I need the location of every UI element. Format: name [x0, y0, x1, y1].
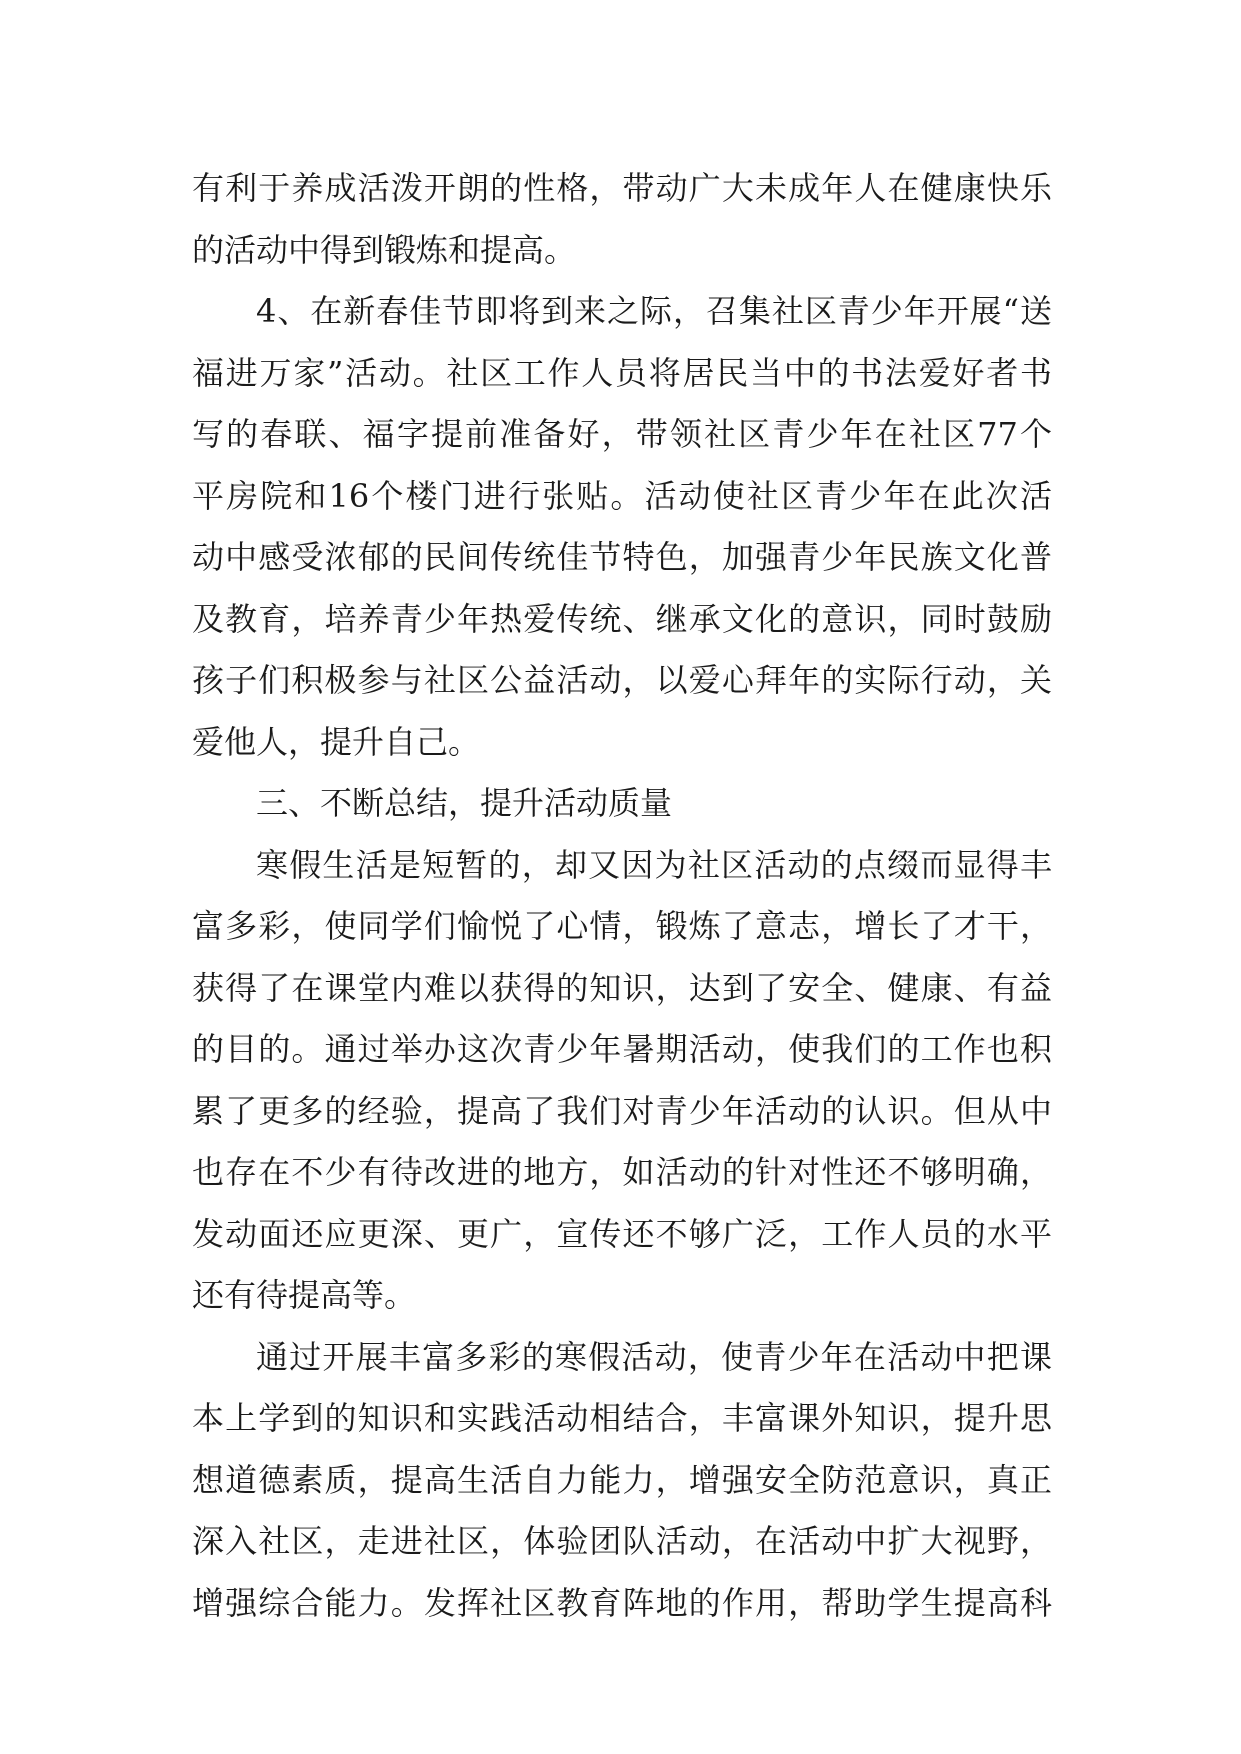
text-line: 深入社区，走进社区，体验团队活动，在活动中扩大视野，	[192, 1522, 1052, 1560]
text-line: 动中感受浓郁的民间传统佳节特色，加强青少年民族文化普	[192, 538, 1052, 576]
text-line: 的目的。通过举办这次青少年暑期活动，使我们的工作也积	[192, 1030, 1052, 1068]
text-line: 福进万家”活动。社区工作人员将居民当中的书法爱好者书	[192, 353, 1052, 392]
text-line: 通过开展丰富多彩的寒假活动，使青少年在活动中把课	[256, 1337, 1052, 1376]
text-line: 有利于养成活泼开朗的性格，带动广大未成年人在健康快乐	[192, 169, 1052, 207]
text-line: 本上学到的知识和实践活动相结合，丰富课外知识，提升思	[192, 1399, 1052, 1437]
text-line: 爱他人，提升自己。	[192, 722, 481, 761]
text-line: 累了更多的经验，提高了我们对青少年活动的认识。但从中	[192, 1091, 1052, 1130]
text-line: 发动面还应更深、更广，宣传还不够广泛，工作人员的水平	[192, 1214, 1052, 1253]
text-line: 4、在新春佳节即将到来之际，召集社区青少年开展“送	[256, 292, 1052, 330]
text-line: 的活动中得到锻炼和提高。	[192, 230, 577, 269]
text-line: 也存在不少有待改进的地方，如活动的针对性还不够明确，	[192, 1153, 1052, 1191]
text-line: 平房院和16个楼门进行张贴。活动使社区青少年在此次活	[192, 476, 1052, 515]
text-line: 获得了在课堂内难以获得的知识，达到了安全、健康、有益	[192, 968, 1052, 1007]
text-line: 想道德素质，提高生活自力能力，增强安全防范意识，真正	[192, 1460, 1052, 1499]
text-line: 富多彩，使同学们愉悦了心情，锻炼了意志，增长了才干，	[192, 907, 1052, 945]
text-line: 还有待提高等。	[192, 1276, 417, 1314]
text-line: 写的春联、福字提前准备好，带领社区青少年在社区77个	[192, 415, 1052, 453]
text-line: 及教育，培养青少年热爱传统、继承文化的意识，同时鼓励	[192, 599, 1052, 638]
text-line: 增强综合能力。发挥社区教育阵地的作用，帮助学生提高科	[192, 1583, 1052, 1622]
section-heading: 三、不断总结，提升活动质量	[256, 784, 673, 822]
text-line: 寒假生活是短暂的，却又因为社区活动的点缀而显得丰	[256, 845, 1052, 884]
text-line: 孩子们积极参与社区公益活动，以爱心拜年的实际行动，关	[192, 661, 1052, 699]
body-text	[192, 158, 1052, 1634]
